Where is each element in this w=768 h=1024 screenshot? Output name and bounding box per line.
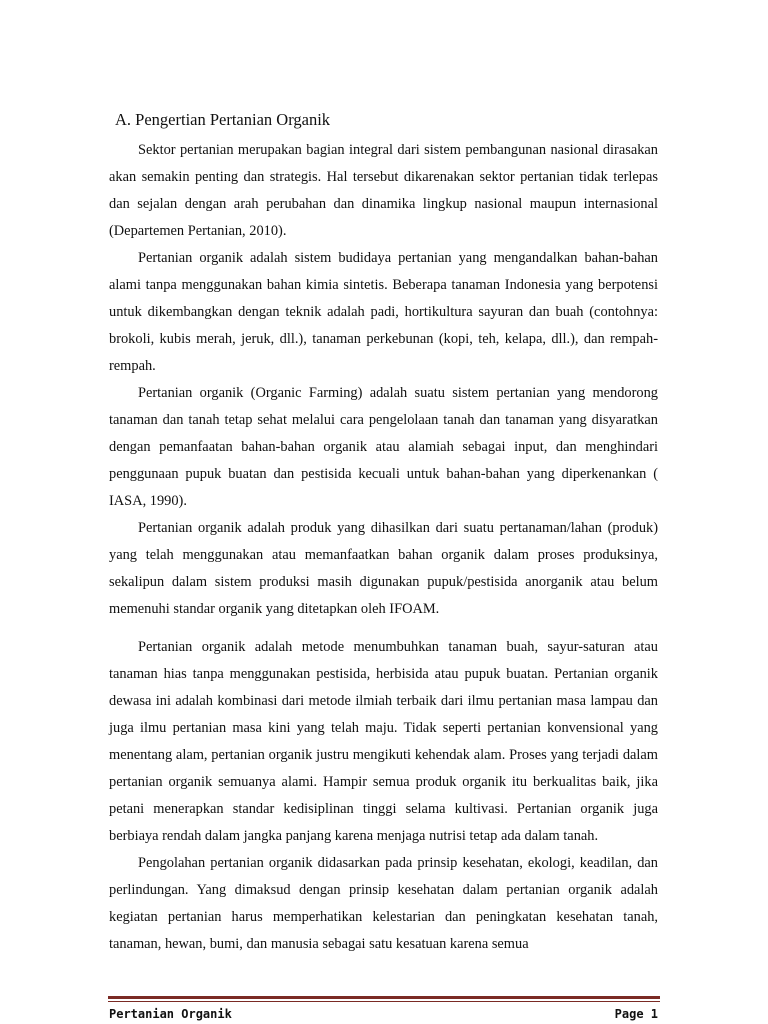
body-text	[109, 137, 658, 958]
section-heading: A. Pengertian Pertanian Organik	[115, 110, 331, 129]
footer-rule-thick	[108, 996, 660, 999]
footer-rule-thin	[108, 1001, 660, 1002]
paragraph-5: Pertanian organik adalah metode menumbuhkan tanaman buah, sayur-saturan atau tanaman hias tanpa menggunakan pestisida, herbisida atau pupuk buatan. Pertanian organik dewasa ini adalah kombinasi dari metode ilmiah terbaik dari ilmu pertanian masa lampau dan juga ilmu pertanian masa kini yang telah maju. Tidak seperti pertanian konvensional yang menentang alam, pertanian organik justru mengikuti kehendak alam. Proses yang terjadi dalam pertanian organik semuanya alami. Hampir semua produk organik itu berkualitas baik, jika petani menerapkan standar kedisiplinan tinggi selama kultivasi. Pertanian organik juga berbiaya rendah dalam jangka panjang karena menjaga nutrisi tetap ada dalam tanah.	[109, 639, 658, 844]
paragraph-2: Pertanian organik adalah sistem budidaya pertanian yang mengandalkan bahan-bahan alami tanpa menggunakan bahan kimia sintetis. Beberapa tanaman Indonesia yang berpotensi untuk dikembangkan dengan teknik adalah padi, hortikultura sayuran dan buah (contohnya: brokoli, kubis merah, jeruk, dll.), tanaman perkebunan (kopi, teh, kelapa, dll.), dan rempah-rempah.	[109, 250, 658, 374]
paragraph-1: Sektor pertanian merupakan bagian integral dari sistem pembangunan nasional dirasakan akan semakin penting dan strategis. Hal tersebut dikarenakan sektor pertanian tidak terlepas dan sejalan dengan arah perubahan dan dinamika lingkup nasional maupun internasional (Departemen Pertanian, 2010).	[109, 142, 658, 239]
footer-title: Pertanian Organik	[109, 1007, 232, 1021]
paragraph-4: Pertanian organik adalah produk yang dihasilkan dari suatu pertanaman/lahan (produk) yang telah menggunakan atau memanfaatkan bahan organik dalam proses produksinya, sekalipun dalam sistem produksi masih digunakan pupuk/pestisida anorganik atau belum memenuhi standar organik yang ditetapkan oleh IFOAM.	[109, 520, 658, 617]
paragraph-3: Pertanian organik (Organic Farming) adalah suatu sistem pertanian yang mendorong tanaman dan tanah tetap sehat melalui cara pengelolaan tanah dan tanaman yang disyaratkan dengan pemanfaatan bahan-bahan organik atau alamiah sebagai input, dan menghindari penggunaan pupuk buatan dan pestisida kecuali untuk bahan-bahan yang diperkenankan ( IASA, 1990).	[109, 385, 658, 509]
paragraph-6: Pengolahan pertanian organik didasarkan pada prinsip kesehatan, ekologi, keadilan, dan perlindungan. Yang dimaksud dengan prinsip kesehatan dalam pertanian organik adalah kegiatan pertanian harus memperhatikan kelestarian dan peningkatan kesehatan tanah, tanaman, hewan, bumi, dan manusia sebagai satu kesatuan karena semua	[109, 855, 658, 952]
footer-page-number: Page 1	[614, 1007, 658, 1021]
